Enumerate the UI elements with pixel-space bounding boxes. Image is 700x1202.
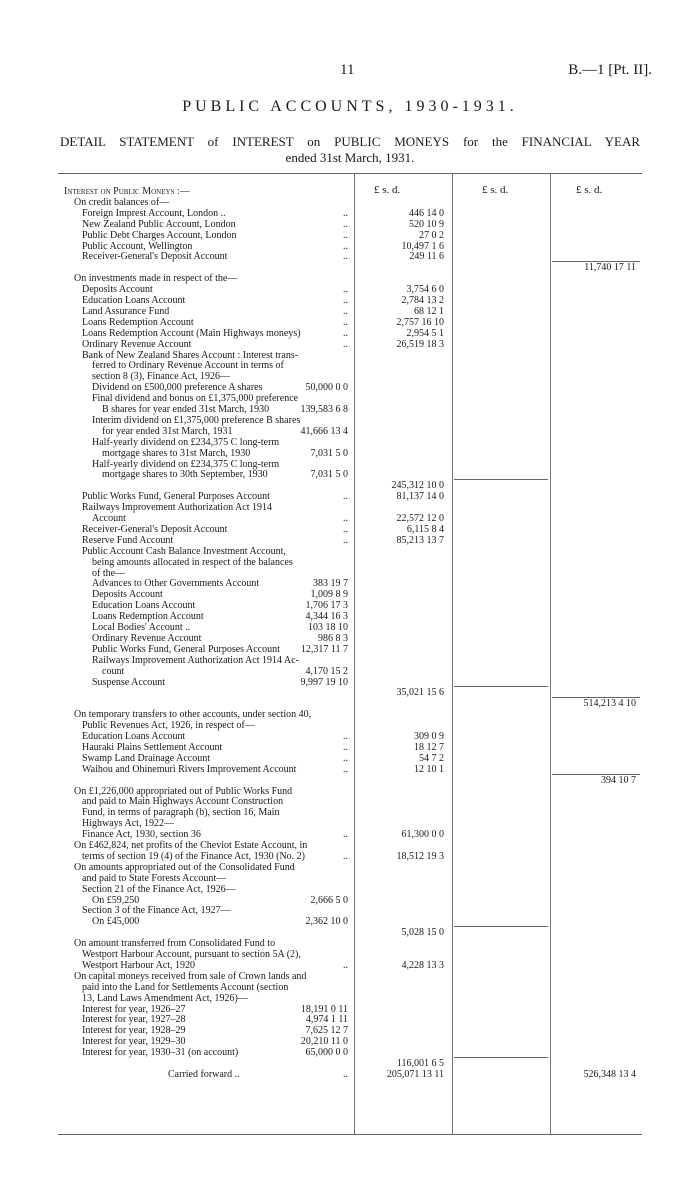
row-description: B shares for year ended 31st March, 1930: [102, 404, 270, 415]
amount-cell: 520 10 9: [409, 218, 444, 230]
subtotal-rule: [552, 261, 640, 262]
row-description: On credit balances of—: [74, 196, 170, 208]
row-description: Railways Improvement Authorization Act 1914: [82, 502, 272, 514]
table-row: [58, 753, 642, 764]
amount-cell: ..: [343, 850, 348, 862]
amount-cell: 35,021 15 6: [396, 687, 444, 699]
amount-cell: 526,348 13 4: [583, 1068, 636, 1080]
amount-cell: ..: [343, 829, 348, 841]
row-description: Interest for year, 1927–28: [82, 1014, 186, 1026]
table-row: [58, 557, 642, 568]
table-row: [58, 502, 642, 513]
row-description: Public Works Fund, General Purposes Account: [92, 643, 280, 655]
row-description: Dividend on £500,000 preference A shares: [92, 382, 263, 394]
row-description: Education Loans Account: [82, 295, 186, 306]
table-row: [58, 916, 642, 927]
amount-cell: 2,784 13 2: [401, 295, 444, 306]
amount-cell: ..: [343, 731, 348, 742]
table-row: [58, 524, 642, 535]
row-description: and paid to State Forests Account—: [82, 872, 227, 884]
row-description: Swamp Land Drainage Account: [82, 752, 211, 764]
row-description: Land Assurance Fund: [82, 305, 170, 317]
table-row: [58, 905, 642, 916]
row-description: Loans Redemption Account: [82, 316, 194, 328]
table-row: [58, 786, 642, 797]
amount-cell: 27 0 2: [419, 229, 444, 241]
row-description: On investments made in respect of the—: [74, 273, 238, 285]
table-row: [58, 208, 642, 219]
table-row: [58, 698, 642, 709]
table-row: [58, 938, 642, 949]
table-row: [58, 415, 642, 426]
row-description: Fund, in terms of paragraph (b), section 16, Main: [82, 807, 280, 819]
page-title: PUBLIC ACCOUNTS, 1930-1931.: [182, 98, 518, 115]
amount-cell: ..: [343, 207, 348, 219]
table-row: [58, 328, 642, 339]
amount-cell: ..: [343, 741, 348, 753]
table-row: [58, 284, 642, 295]
amount-cell: 2,362 10 0: [305, 916, 348, 928]
table-row: [58, 840, 642, 851]
amount-cell: 9,997 19 10: [300, 676, 348, 688]
table-row: [58, 927, 642, 938]
page-number: 11: [340, 62, 355, 78]
amount-cell: ..: [343, 959, 348, 971]
amount-cell: 11,740 17 11: [584, 262, 636, 274]
row-description: Section 21 of the Finance Act, 1926—: [82, 883, 236, 895]
amount-cell: ..: [343, 316, 348, 328]
table-row: [58, 960, 642, 971]
amount-cell: ..: [343, 338, 348, 350]
amount-cell: 7,625 12 7: [305, 1025, 348, 1037]
amount-cell: 54 7 2: [419, 752, 444, 764]
row-description: Railways Improvement Authorization Act 1914 Ac-: [92, 654, 299, 666]
row-description: Highways Act, 1922—: [82, 818, 174, 830]
table-row: [58, 982, 642, 993]
amount-cell: 18 12 7: [414, 741, 444, 753]
table-row: [58, 371, 642, 382]
table-row: [58, 1036, 642, 1047]
amount-cell: ..: [343, 327, 348, 339]
amount-cell: 245,312 10 0: [391, 480, 444, 492]
table-row: [58, 426, 642, 437]
table-row: [58, 186, 642, 197]
amount-cell: 12 10 1: [414, 763, 444, 775]
subtotal-rule: [454, 686, 548, 687]
amount-cell: 4,344 16 3: [305, 611, 348, 623]
table-row: [58, 393, 642, 404]
table-row: [58, 622, 642, 633]
subtotal-rule: [552, 774, 640, 775]
row-description: Loans Redemption Account (Main Highways moneys): [82, 327, 301, 339]
amount-cell: 2,666 5 0: [310, 894, 348, 906]
table-row: [58, 884, 642, 895]
table-row: [58, 404, 642, 415]
row-description: On amounts appropriated out of the Consolidated Fund: [74, 861, 295, 873]
row-description: Ordinary Revenue Account: [82, 338, 192, 350]
amount-cell: 139,583 6 8: [300, 404, 348, 415]
amount-cell: 3,754 6 0: [406, 284, 444, 296]
amount-cell: 18,512 19 3: [396, 850, 444, 862]
table-row: [58, 862, 642, 873]
row-description: of the—: [92, 567, 126, 579]
amount-cell: 514,213 4 10: [583, 698, 636, 710]
row-description: Westport Harbour Act, 1920: [82, 959, 196, 971]
table-row: [58, 197, 642, 208]
row-description: Deposits Account: [82, 284, 153, 296]
table-row: [58, 295, 642, 306]
amount-cell: 2,954 5 1: [406, 327, 444, 339]
row-description: Loans Redemption Account: [92, 611, 204, 623]
row-description: Deposits Account: [92, 589, 163, 601]
amount-cell: 205,071 13 11: [386, 1068, 444, 1080]
row-description: terms of section 19 (4) of the Finance Act, 1930 (No. 2): [82, 850, 306, 862]
table-row: [58, 339, 642, 350]
amount-cell: 61,300 0 0: [401, 829, 444, 841]
table-row: [58, 230, 642, 241]
amount-cell: 18,191 0 11: [300, 1003, 348, 1015]
row-description: Final dividend and bonus on £1,375,000 preference: [92, 393, 299, 405]
amount-cell: ..: [343, 229, 348, 241]
row-description: Public Debt Charges Account, London: [82, 229, 237, 241]
amount-cell: 4,974 1 11: [305, 1014, 348, 1026]
row-description: Half-yearly dividend on £234,375 C long-term: [92, 458, 280, 470]
amount-cell: ..: [343, 763, 348, 775]
table-row: [58, 851, 642, 862]
row-description: Receiver-General's Deposit Account: [82, 251, 228, 263]
amount-cell: 116,001 6 5: [396, 1058, 444, 1069]
amount-cell: ..: [343, 218, 348, 230]
table-row: [58, 644, 642, 655]
row-description: count: [102, 665, 125, 677]
row-description: section 8 (3), Finance Act, 1926—: [92, 371, 231, 383]
table-row: [58, 600, 642, 611]
table-row: [58, 895, 642, 906]
row-description: Receiver-General's Deposit Account: [82, 523, 228, 535]
row-description: New Zealand Public Account, London: [82, 218, 236, 230]
row-description: On £59,250: [92, 894, 140, 906]
row-description: Westport Harbour Account, pursuant to section 5A (2),: [82, 949, 301, 960]
row-description: Waihou and Ohinemuri Rivers Improvement Account: [82, 763, 297, 775]
amount-cell: 309 0 9: [414, 731, 444, 742]
amount-cell: 7,031 5 0: [310, 447, 348, 459]
table-row: [58, 578, 642, 589]
table-row: [58, 1014, 642, 1025]
table-row: [58, 611, 642, 622]
amount-cell: ..: [343, 240, 348, 252]
table-row: [58, 993, 642, 1004]
amount-cell: 81,137 14 0: [396, 491, 444, 503]
row-description: Interest on Public Moneys :—: [64, 186, 190, 197]
row-description: Ordinary Revenue Account: [92, 632, 202, 644]
amount-cell: ..: [343, 251, 348, 263]
row-description: ferred to Ordinary Revenue Account in terms of: [92, 360, 284, 372]
row-description: Advances to Other Governments Account: [92, 578, 260, 590]
amount-cell: ..: [343, 534, 348, 546]
amount-cell: ..: [343, 305, 348, 317]
row-description: Carried forward ..: [168, 1068, 240, 1080]
column-header-3: £ s. d.: [576, 184, 603, 196]
row-description: 13, Land Laws Amendment Act, 1926)—: [82, 992, 248, 1004]
row-description: Interim dividend on £1,375,000 preference B shares: [92, 414, 301, 426]
table-row: [58, 775, 642, 786]
table-row: [58, 807, 642, 818]
column-header-2: £ s. d.: [482, 184, 509, 196]
table-row: [58, 829, 642, 840]
row-description: On £1,226,000 appropriated out of Public Works Fund: [74, 785, 293, 797]
amount-cell: 4,228 13 3: [401, 959, 444, 971]
amount-cell: 1,706 17 3: [305, 600, 348, 612]
table-row: [58, 731, 642, 742]
table-row: [58, 1058, 642, 1069]
table-row: [58, 873, 642, 884]
row-description: Hauraki Plains Settlement Account: [82, 741, 223, 753]
column-header-1: £ s. d.: [374, 184, 401, 196]
row-description: Local Bodies' Account ..: [92, 622, 191, 633]
table-row: [58, 480, 642, 491]
row-description: Foreign Imprest Account, London ..: [82, 207, 226, 219]
row-description: mortgage shares to 30th September, 1930: [102, 469, 268, 481]
table-row: [58, 568, 642, 579]
row-description: Half-yearly dividend on £234,375 C long-term: [92, 436, 280, 448]
amount-cell: 41,666 13 4: [300, 425, 348, 437]
row-description: Reserve Fund Account: [82, 534, 174, 546]
amount-cell: 26,519 18 3: [396, 338, 444, 350]
row-description: Suspense Account: [92, 676, 166, 688]
table-row: [58, 709, 642, 720]
row-description: Bank of New Zealand Shares Account : Interest trans-: [82, 349, 299, 361]
row-description: Account: [92, 513, 126, 524]
document-reference: B.—1 [Pt. II].: [568, 62, 652, 78]
table-row: [58, 459, 642, 470]
row-description: On £462,824, net profits of the Cheviot Estate Account, in: [74, 840, 308, 851]
amount-cell: 1,009 8 9: [310, 589, 348, 601]
row-description: Interest for year, 1926–27: [82, 1003, 186, 1015]
row-description: Interest for year, 1928–29: [82, 1025, 186, 1037]
table-row: [58, 1047, 642, 1058]
table-row: [58, 350, 642, 361]
row-description: Finance Act, 1930, section 36: [82, 829, 201, 841]
row-description: Section 3 of the Finance Act, 1927—: [82, 905, 231, 917]
amount-cell: 12,317 11 7: [300, 643, 348, 655]
table-row: [58, 306, 642, 317]
row-description: mortgage shares to 31st March, 1930: [102, 447, 251, 459]
row-description: Public Revenues Act, 1926, in respect of—: [82, 720, 255, 732]
statement-subtitle-date: ended 31st March, 1931.: [285, 150, 415, 165]
table-row: [58, 796, 642, 807]
table-row: [58, 491, 642, 502]
table-row: [58, 262, 642, 273]
table-row: [58, 589, 642, 600]
row-description: Interest for year, 1929–30: [82, 1036, 186, 1048]
table-row: [58, 273, 642, 284]
table-row: [58, 633, 642, 644]
subtotal-rule: [454, 926, 548, 927]
table-row: [58, 241, 642, 252]
row-description: paid into the Land for Settlements Account (section: [82, 981, 289, 993]
table-row: [58, 818, 642, 829]
amount-cell: 6,115 8 4: [406, 523, 444, 535]
table-row: [58, 382, 642, 393]
amount-cell: 10,497 1 6: [401, 240, 444, 252]
row-description: On £45,000: [92, 916, 140, 928]
row-description: Interest for year, 1930–31 (on account): [82, 1047, 239, 1059]
table-row: [58, 437, 642, 448]
table-row: [58, 655, 642, 666]
table-row: [58, 971, 642, 982]
amount-cell: 249 11 6: [409, 251, 444, 263]
subtotal-rule: [454, 479, 548, 480]
row-description: and paid to Main Highways Account Construction: [82, 796, 284, 808]
amount-cell: 986 8 3: [318, 632, 348, 644]
table-row: [58, 949, 642, 960]
amount-cell: 68 12 1: [414, 305, 444, 317]
row-description: On amount transferred from Consolidated Fund to: [74, 938, 276, 950]
amount-cell: 383 19 7: [313, 578, 348, 590]
row-description: being amounts allocated in respect of the balances: [92, 556, 293, 568]
table-row: [58, 360, 642, 371]
table-row: [58, 1069, 642, 1080]
amount-cell: 7,031 5 0: [310, 469, 348, 481]
table-row: [58, 742, 642, 753]
amount-cell: 22,572 12 0: [396, 513, 444, 524]
row-description: Public Account, Wellington: [82, 240, 193, 252]
amount-cell: ..: [343, 752, 348, 764]
page-header: [0, 62, 700, 88]
amount-cell: 65,000 0 0: [305, 1047, 348, 1059]
row-description: for year ended 31st March, 1931: [102, 425, 233, 437]
amount-cell: ..: [343, 513, 348, 524]
amount-cell: 85,213 13 7: [396, 534, 444, 546]
table-row: [58, 219, 642, 230]
table-row: [58, 535, 642, 546]
table-row: [58, 448, 642, 459]
row-description: Public Works Fund, General Purposes Account: [82, 491, 270, 503]
statement-subtitle: DETAIL STATEMENT of INTEREST on PUBLIC MONEYS for the FINANCIAL YEAR: [60, 134, 640, 149]
amount-cell: ..: [343, 284, 348, 296]
row-description: On capital moneys received from sale of Crown lands and: [74, 970, 307, 982]
amount-cell: 20,210 11 0: [300, 1036, 348, 1048]
amount-cell: 4,170 15 2: [305, 665, 348, 677]
amount-cell: ..: [343, 295, 348, 306]
amount-cell: ..: [343, 491, 348, 503]
table-row: [58, 317, 642, 328]
amount-cell: ..: [343, 1068, 348, 1080]
amount-cell: 5,028 15 0: [401, 927, 444, 939]
amount-cell: 50,000 0 0: [305, 382, 348, 394]
table-row: [58, 720, 642, 731]
amount-cell: ..: [343, 523, 348, 535]
table-row: [58, 1025, 642, 1036]
table-row: [58, 513, 642, 524]
table-row: [58, 1004, 642, 1015]
amount-cell: 2,757 16 10: [396, 316, 444, 328]
amount-cell: 103 18 10: [308, 622, 348, 633]
row-description: Public Account Cash Balance Investment Account,: [82, 545, 286, 557]
subtotal-rule: [552, 697, 640, 698]
table-row: [58, 469, 642, 480]
interest-statement-table: [58, 173, 642, 1135]
row-description: Education Loans Account: [92, 600, 196, 612]
table-row: [58, 677, 642, 688]
subtotal-rule: [454, 1057, 548, 1058]
row-description: Education Loans Account: [82, 731, 186, 742]
table-row: [58, 666, 642, 677]
row-description: On temporary transfers to other accounts, under section 40,: [74, 709, 312, 721]
amount-cell: 394 10 7: [601, 774, 636, 786]
table-row: [58, 546, 642, 557]
amount-cell: 446 14 0: [409, 207, 444, 219]
